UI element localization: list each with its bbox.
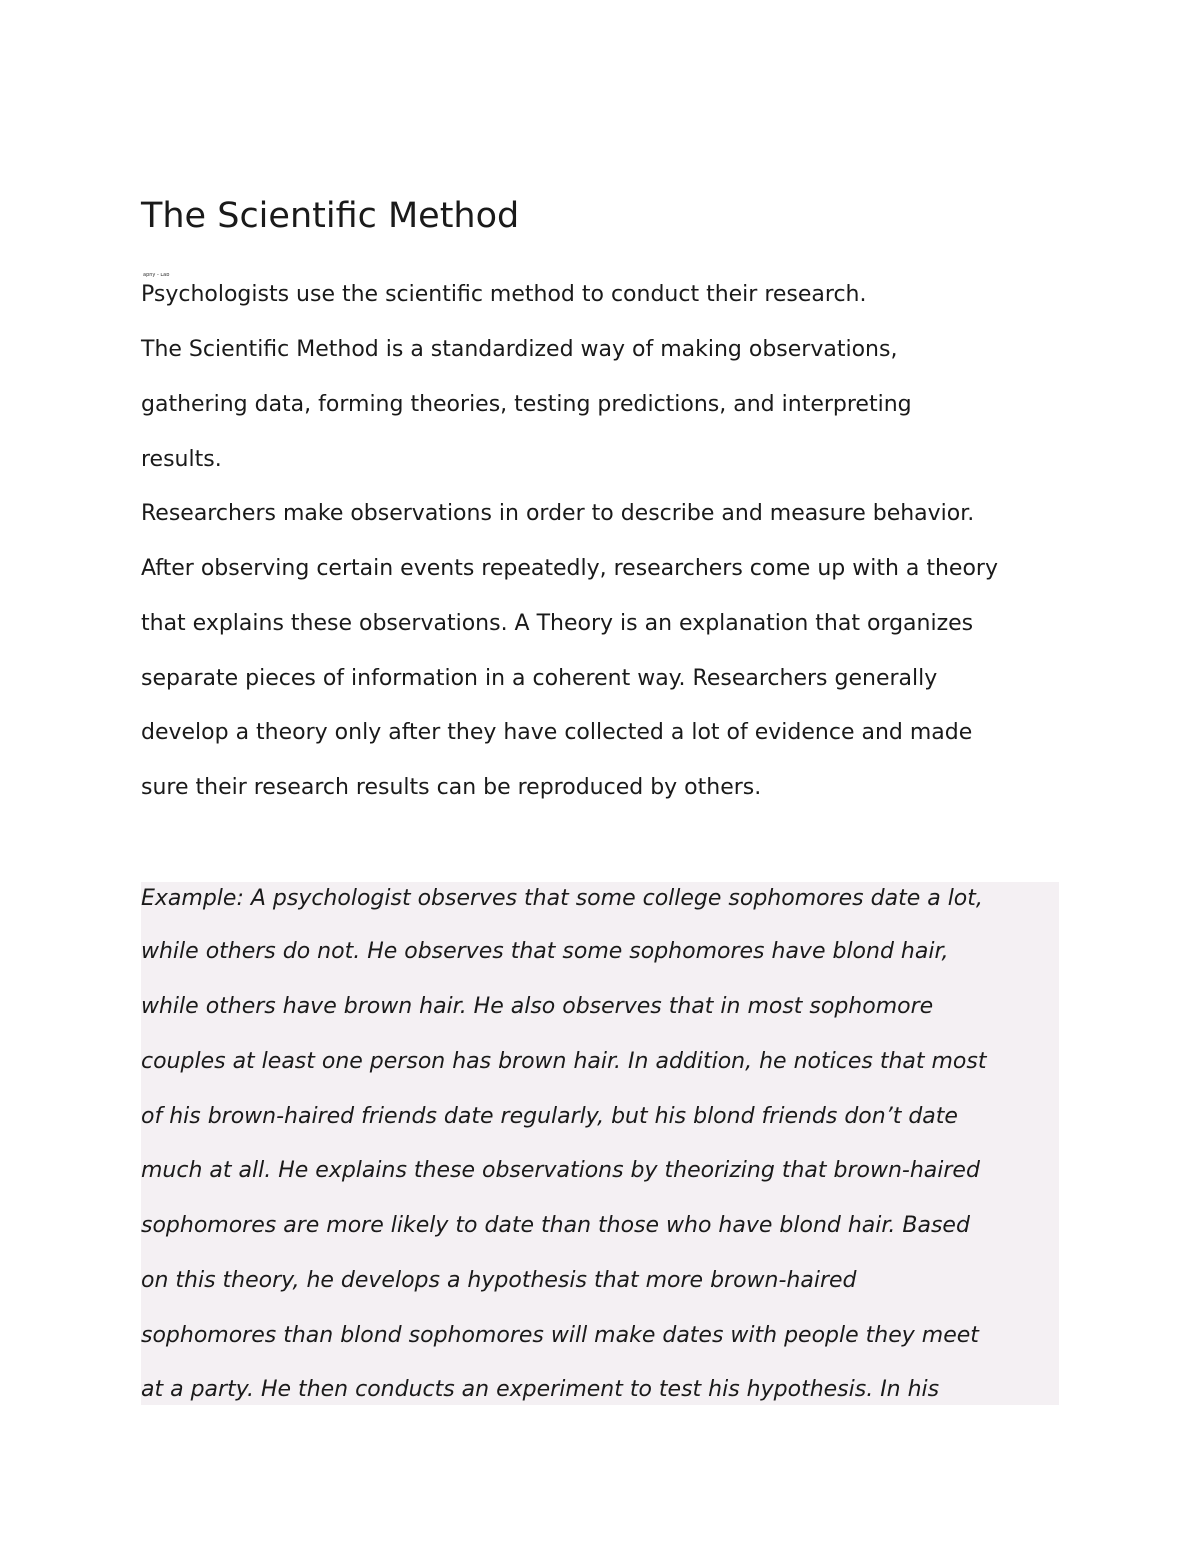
intro-line: After observing certain events repeatedly, researchers come up with a theory [141,556,998,581]
example-box [141,882,1059,1405]
example-line: while others have brown hair. He also observes that in most sophomore [141,994,934,1019]
example-line: sophomores are more likely to date than those who have blond hair. Based [141,1213,970,1238]
intro-line: sure their research results can be reproduced by others. [141,775,762,800]
page-title: The Scientific Method [141,196,520,236]
example-line: at a party. He then conducts an experiment to test his hypothesis. In his [141,1377,940,1402]
example-line: while others do not. He observes that some sophomores have blond hair, [141,939,949,964]
example-line: Example: A psychologist observes that some college sophomores date a lot, [141,886,983,911]
intro-line: results. [141,447,222,472]
intro-line: separate pieces of information in a coherent way. Researchers generally [141,666,938,691]
example-line: of his brown-haired friends date regularly, but his blond friends don’t date [141,1104,958,1129]
small-header-mark: aphy - Lab [143,273,170,278]
intro-line: Researchers make observations in order to describe and measure behavior. [141,501,975,526]
intro-line: Psychologists use the scientific method to conduct their research. [141,282,867,307]
intro-line: gathering data, forming theories, testing predictions, and interpreting [141,392,912,417]
example-line: on this theory, he develops a hypothesis that more brown-haired [141,1268,857,1293]
example-line: sophomores than blond sophomores will make dates with people they meet [141,1323,979,1348]
intro-line: develop a theory only after they have collected a lot of evidence and made [141,720,973,745]
intro-line: The Scientific Method is a standardized way of making observations, [141,337,898,362]
example-line: much at all. He explains these observations by theorizing that brown-haired [141,1158,980,1183]
example-line: couples at least one person has brown hair. In addition, he notices that most [141,1049,987,1074]
intro-line: that explains these observations. A Theory is an explanation that organizes [141,611,974,636]
